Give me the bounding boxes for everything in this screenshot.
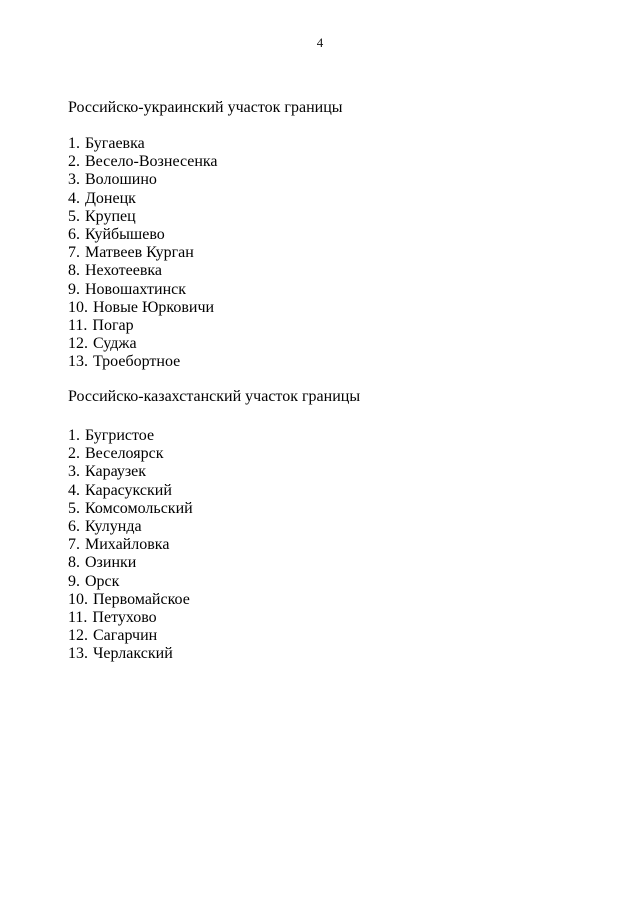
item-number: 11. — [68, 317, 88, 335]
list-item — [68, 281, 218, 299]
list-item — [68, 645, 193, 663]
item-name: Крупец — [85, 207, 136, 225]
item-number: 6. — [68, 518, 80, 536]
list-item — [68, 427, 193, 445]
list-item — [68, 627, 193, 645]
list-item — [68, 208, 218, 226]
list-item — [68, 135, 218, 153]
page-number: 4 — [316, 35, 324, 50]
list-item — [68, 445, 193, 463]
item-number: 4. — [68, 189, 80, 207]
item-name: Озинки — [85, 554, 137, 572]
list-item — [68, 591, 193, 609]
item-number: 9. — [68, 280, 80, 298]
item-number: 1. — [68, 135, 80, 152]
item-number: 7. — [68, 244, 80, 262]
item-name: Новошахтинск — [85, 280, 187, 298]
list-item — [68, 536, 193, 554]
list-item — [68, 317, 218, 335]
item-name: Весело-Вознесенка — [85, 153, 218, 171]
item-name: Орск — [85, 572, 120, 590]
item-name: Нехотеевка — [85, 262, 163, 280]
list-item — [68, 335, 218, 353]
item-number: 10. — [68, 590, 88, 608]
item-number: 13. — [68, 353, 88, 371]
item-name: Волошино — [85, 171, 157, 189]
item-name: Комсомольский — [85, 499, 193, 517]
list-item — [68, 226, 218, 244]
item-name: Донецк — [85, 189, 136, 207]
item-name: Михайловка — [85, 536, 170, 554]
item-name: Черлакский — [93, 645, 173, 663]
item-number: 8. — [68, 262, 80, 280]
item-number: 4. — [68, 481, 80, 499]
list-item — [68, 262, 218, 280]
list-item — [68, 554, 193, 572]
item-name: Петухово — [92, 609, 157, 627]
item-number: 2. — [68, 445, 80, 463]
item-number: 12. — [68, 627, 88, 645]
list-item — [68, 573, 193, 591]
border-crossing-list-ukraine — [68, 135, 218, 372]
item-name: Кулунда — [85, 518, 142, 536]
list-item — [68, 153, 218, 171]
item-name: Новые Юрковичи — [93, 298, 215, 316]
list-item — [68, 463, 193, 481]
item-name: Троебортное — [93, 353, 181, 371]
list-item — [68, 609, 193, 627]
item-number: 1. — [68, 427, 80, 444]
list-item — [68, 353, 218, 371]
item-name: Первомайское — [93, 590, 190, 608]
list-item — [68, 244, 218, 262]
item-number: 9. — [68, 572, 80, 590]
item-name: Веселоярск — [85, 445, 164, 463]
item-number: 10. — [68, 298, 88, 316]
item-name: Бугаевка — [85, 135, 145, 152]
item-number: 13. — [68, 645, 88, 663]
item-name: Бугристое — [85, 427, 155, 444]
item-name: Куйбышево — [85, 226, 165, 244]
section-title-kazakhstan: Российско-казахстанский участок границы — [68, 388, 361, 405]
item-name: Матвеев Курган — [85, 244, 194, 262]
list-item — [68, 171, 218, 189]
item-name: Погар — [92, 317, 134, 335]
item-number: 5. — [68, 499, 80, 517]
item-number: 6. — [68, 226, 80, 244]
list-item — [68, 482, 193, 500]
list-item — [68, 299, 218, 317]
border-crossing-list-kazakhstan — [68, 427, 193, 664]
item-name: Карасукский — [85, 481, 172, 499]
item-number: 11. — [68, 609, 88, 627]
item-number: 3. — [68, 463, 80, 481]
item-number: 2. — [68, 153, 80, 171]
list-item — [68, 518, 193, 536]
item-name: Сагарчин — [93, 627, 158, 645]
item-name: Суджа — [93, 335, 137, 353]
list-item — [68, 190, 218, 208]
item-number: 8. — [68, 554, 80, 572]
section-title-ukraine: Российско-украинский участок границы — [68, 99, 343, 116]
item-number: 3. — [68, 171, 80, 189]
list-item — [68, 500, 193, 518]
item-number: 5. — [68, 207, 80, 225]
item-number: 12. — [68, 335, 88, 353]
item-name: Караузек — [85, 463, 147, 481]
item-number: 7. — [68, 536, 80, 554]
